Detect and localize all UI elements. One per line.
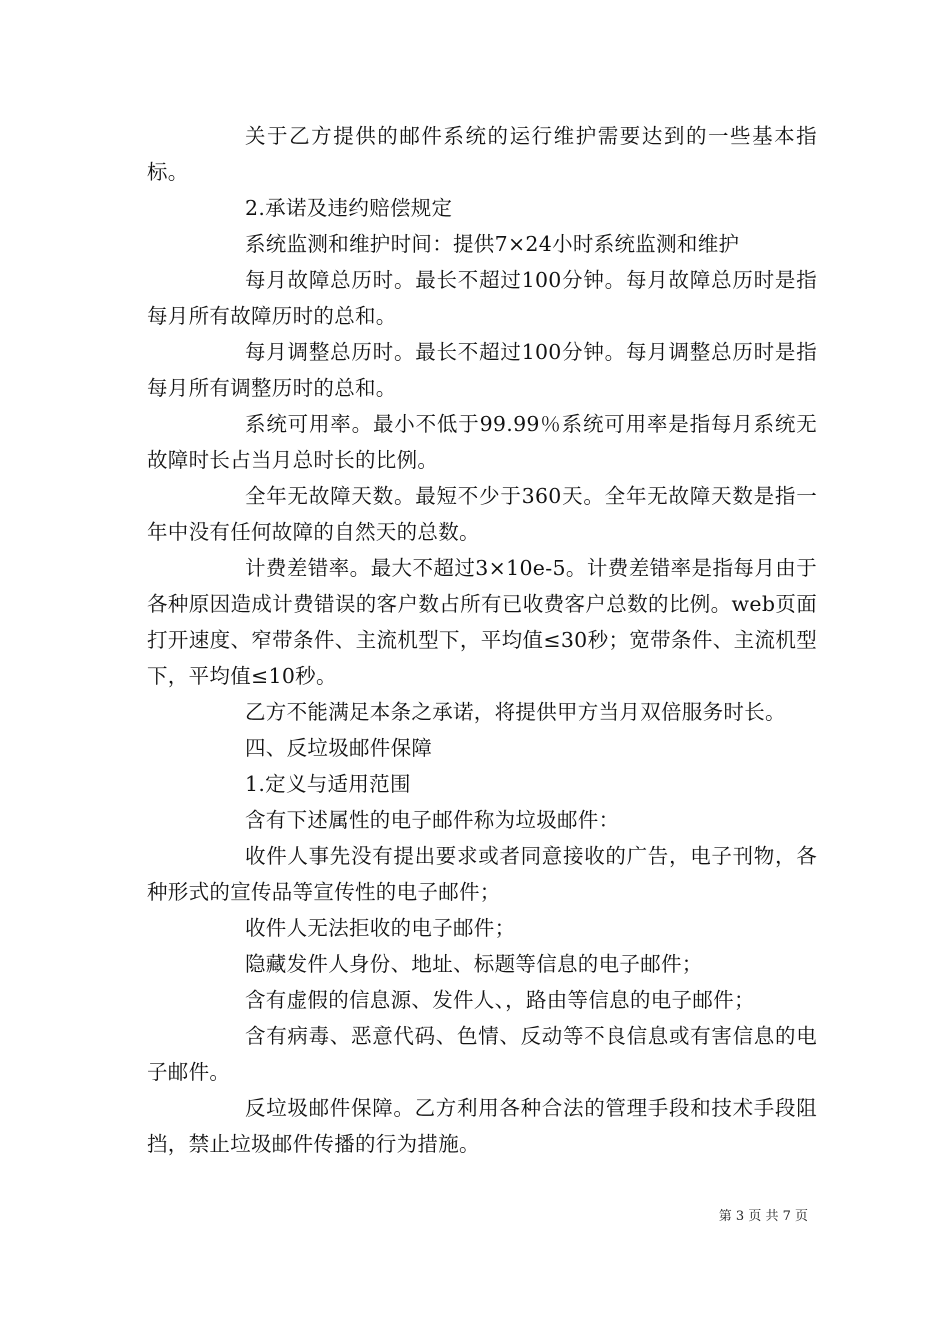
list-item: 含有病毒、恶意代码、色情、反动等不良信息或有害信息的电子邮件。: [147, 1024, 817, 1084]
paragraph: 乙方不能满足本条之承诺，将提供甲方当月双倍服务时长。: [245, 700, 786, 724]
section-heading: 四、反垃圾邮件保障: [245, 736, 433, 760]
paragraph: 计费差错率。最大不超过3×10e-5。计费差错率是指每月由于各种原因造成计费错误的客户数占所有已收费客户总数的比例。web页面打开速度、窄带条件、主流机型下，平均值≤30秒；宽带条件、主流机型下，平均值≤10秒。: [147, 556, 817, 688]
list-item: 收件人事先没有提出要求或者同意接收的广告，电子刊物，各种形式的宣传品等宣传性的电子邮件；: [147, 844, 817, 904]
paragraph: 反垃圾邮件保障。乙方利用各种合法的管理手段和技术手段阻挡，禁止垃圾邮件传播的行为措施。: [147, 1096, 817, 1156]
paragraph: 关于乙方提供的邮件系统的运行维护需要达到的一些基本指标。: [147, 124, 817, 184]
paragraph: 每月调整总历时。最长不超过100分钟。每月调整总历时是指每月所有调整历时的总和。: [147, 340, 817, 400]
paragraph: 2.承诺及违约赔偿规定: [245, 196, 453, 220]
list-item: 收件人无法拒收的电子邮件；: [245, 916, 516, 940]
subsection-heading: 1.定义与适用范围: [245, 772, 411, 796]
page-number-footer: 第 3 页 共 7 页: [718, 1209, 808, 1224]
document-body: [147, 118, 817, 1162]
paragraph: 全年无故障天数。最短不少于360天。全年无故障天数是指一年中没有任何故障的自然天的总数。: [147, 484, 817, 544]
paragraph: 系统监测和维护时间：提供7×24小时系统监测和维护: [245, 232, 740, 256]
paragraph: 含有下述属性的电子邮件称为垃圾邮件：: [245, 808, 620, 832]
paragraph: 每月故障总历时。最长不超过100分钟。每月故障总历时是指每月所有故障历时的总和。: [147, 268, 817, 328]
list-item: 含有虚假的信息源、发件人、，路由等信息的电子邮件；: [245, 988, 755, 1012]
list-item: 隐藏发件人身份、地址、标题等信息的电子邮件；: [245, 952, 703, 976]
paragraph: 系统可用率。最小不低于99.99％系统可用率是指每月系统无故障时长占当月总时长的比例。: [147, 412, 817, 472]
